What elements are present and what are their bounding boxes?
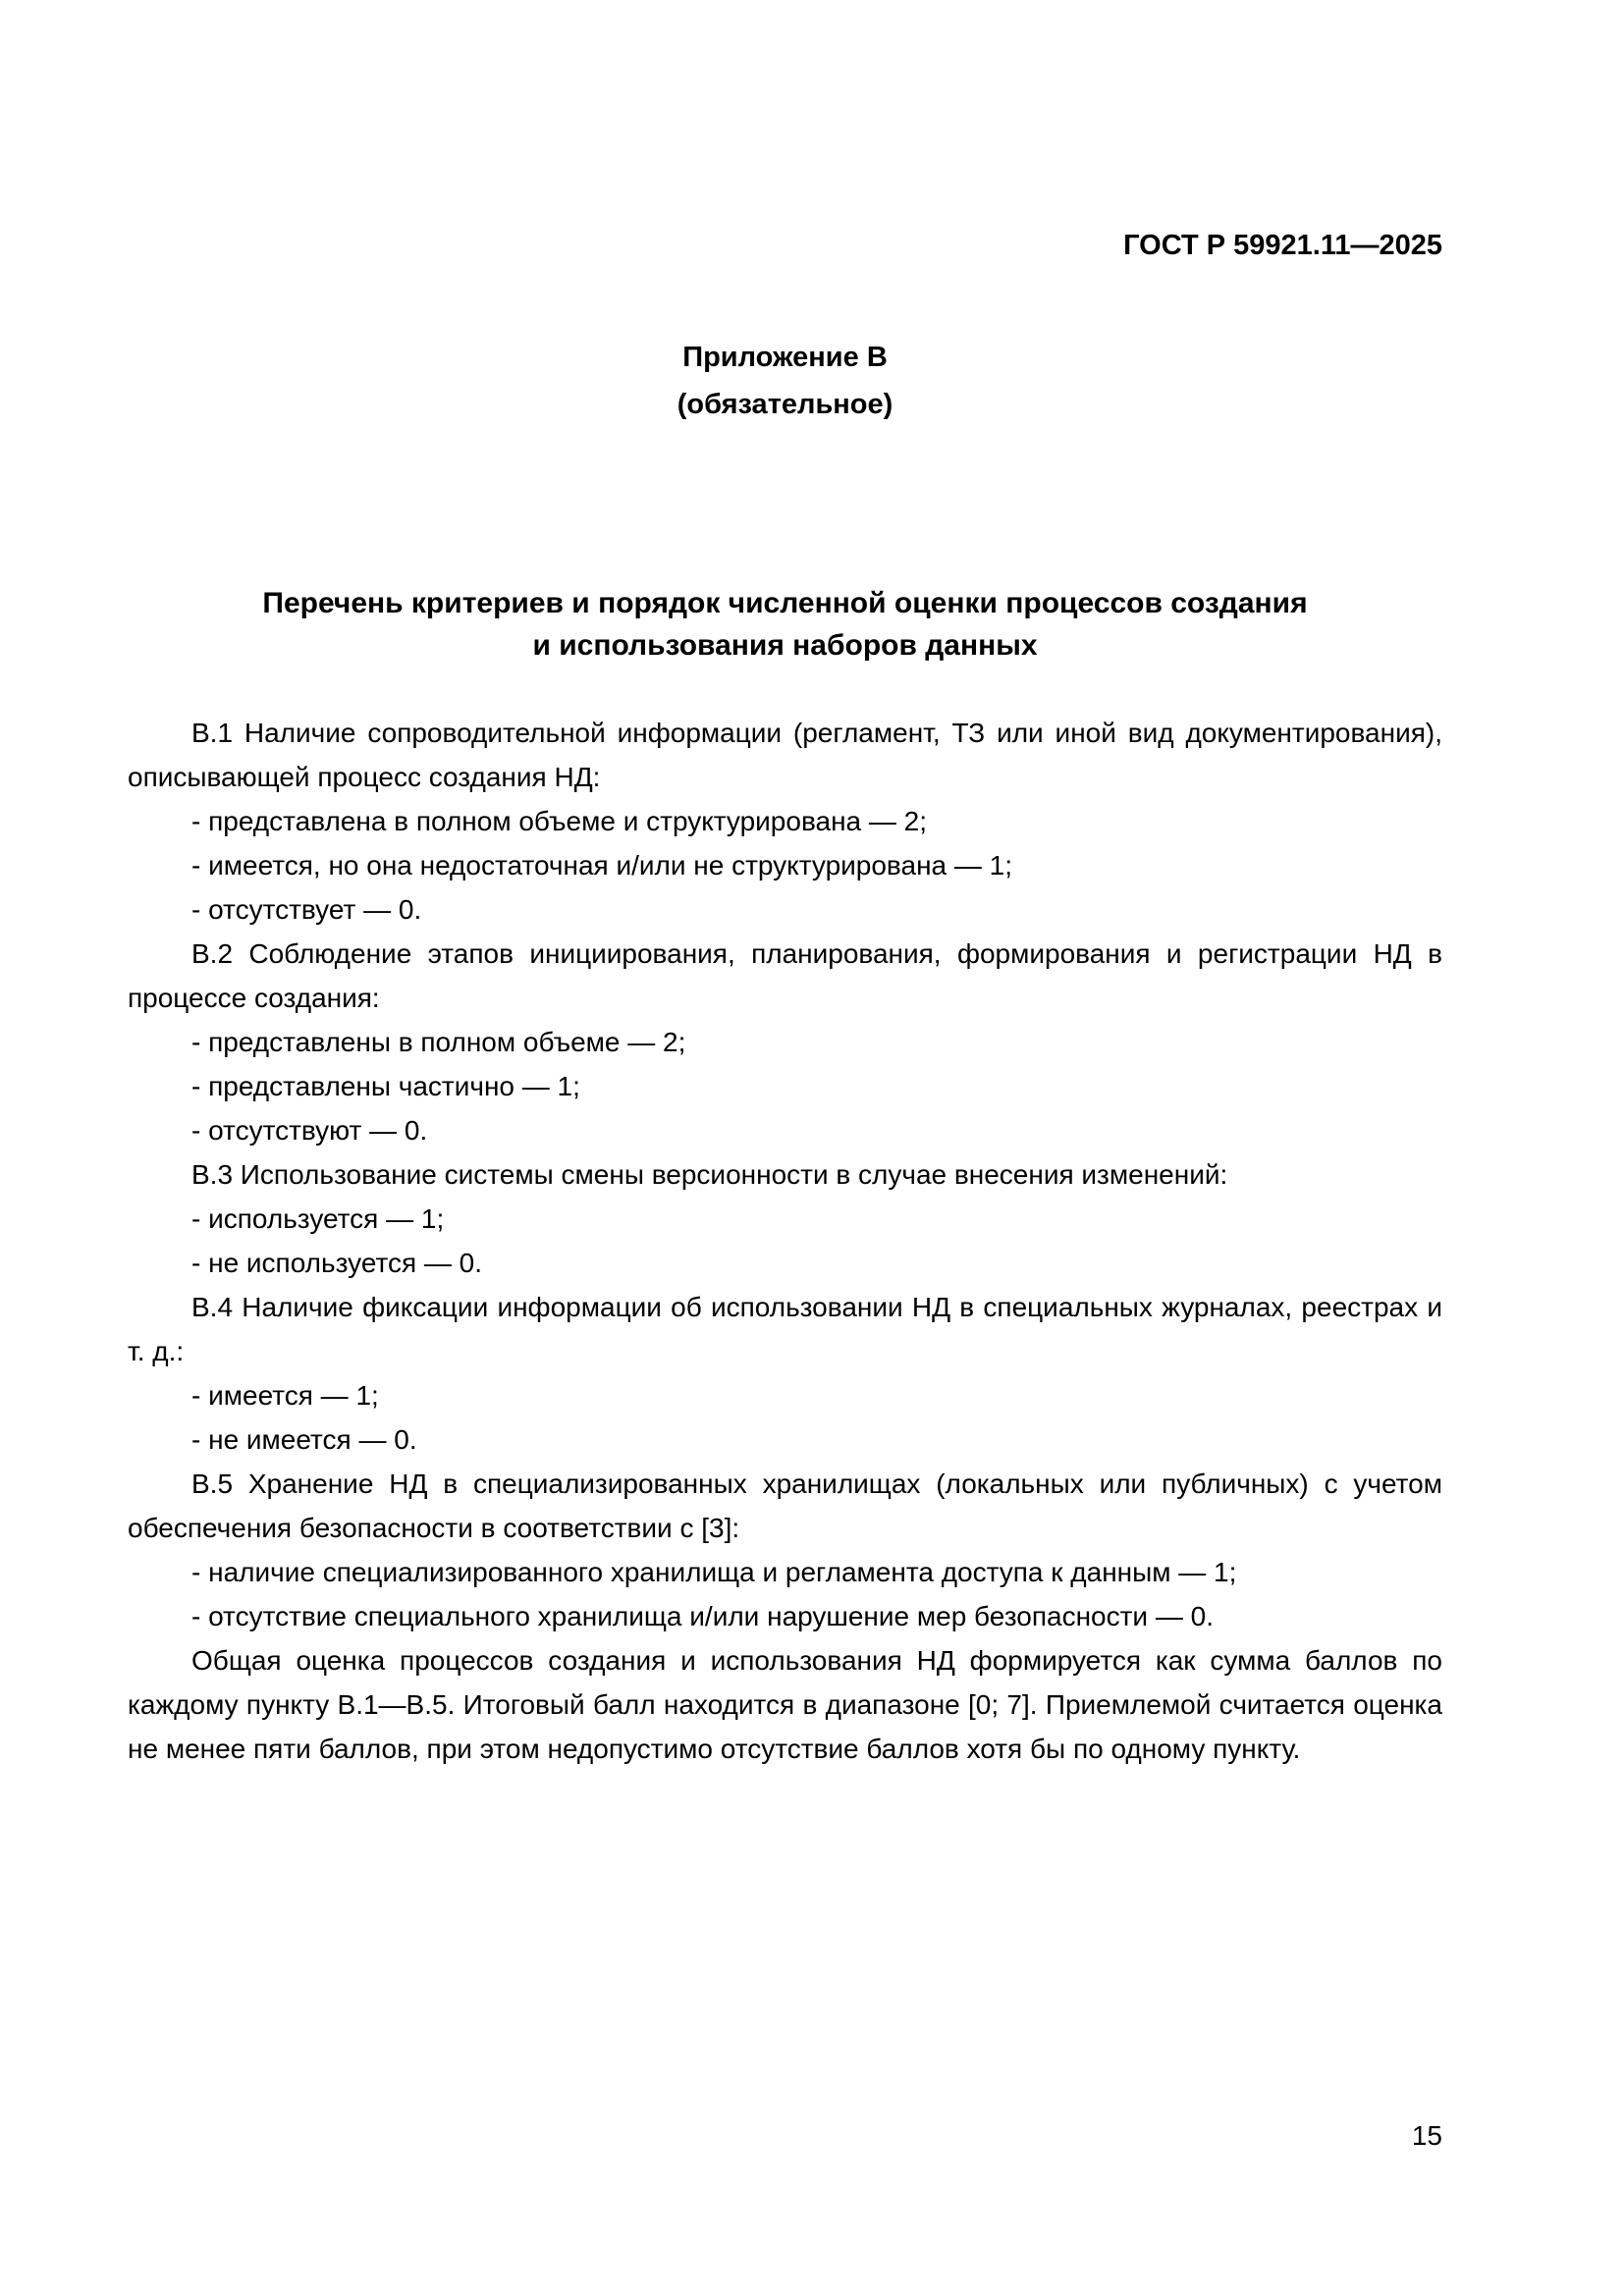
clause: В.4 Наличие фиксации информации об использовании НД в специальных журналах, реестрах и т. д.:: [128, 1292, 1442, 1366]
list-item: - имеется — 1;: [191, 1380, 379, 1411]
clause: В.3 Использование системы смены версионности в случае внесения изменений:: [191, 1159, 1228, 1190]
list-item: - отсутствует — 0.: [191, 894, 422, 925]
list-item: - отсутствуют — 0.: [191, 1115, 428, 1146]
list-item: - не используется — 0.: [191, 1248, 483, 1278]
page-number: 15: [1411, 2120, 1442, 2151]
paragraph: Общая оценка процессов создания и использования НД формируется как сумма баллов по каждому пункту В.1—В.5. Итоговый балл находится в диапазоне [0; 7]. Приемлемой считается оценка не менее пяти баллов, при этом недопустимо отсутствие баллов хотя бы по одному пункту.: [128, 1645, 1442, 1764]
appendix-note: (обязательное): [677, 389, 893, 420]
list-item: - отсутствие специального хранилища и/или нарушение мер безопасности — 0.: [191, 1601, 1214, 1631]
section-title-line: Перечень критериев и порядок численной оценки процессов создания: [262, 587, 1308, 619]
list-item: - представлены в полном объеме — 2;: [191, 1027, 686, 1057]
list-item: - имеется, но она недостаточная и/или не структурирована — 1;: [191, 850, 1013, 881]
section-title: [128, 582, 1442, 667]
list-item: - представлена в полном объеме и структурирована — 2;: [191, 806, 928, 836]
body-text: [128, 711, 1442, 1771]
appendix-label: Приложение В: [682, 342, 888, 373]
list-item: - используется — 1;: [191, 1203, 445, 1234]
clause: В.2 Соблюдение этапов инициирования, планирования, формирования и регистрации НД в процессе создания:: [128, 938, 1442, 1013]
list-item: - не имеется — 0.: [191, 1424, 417, 1455]
page-content: [128, 0, 1442, 2296]
appendix-heading: [128, 334, 1442, 428]
list-item: - наличие специализированного хранилища и регламента доступа к данным — 1;: [191, 1557, 1237, 1587]
clause: В.5 Хранение НД в специализированных хранилищах (локальных или публичных) с учетом обеспечения безопасности в соответствии с [3]:: [128, 1468, 1442, 1543]
clause: В.1 Наличие сопроводительной информации (регламент, ТЗ или иной вид документирования), описывающей процесс создания НД:: [128, 718, 1442, 792]
section-title-line: и использования наборов данных: [532, 629, 1038, 662]
document-number: ГОСТ Р 59921.11—2025: [1123, 230, 1442, 261]
list-item: - представлены частично — 1;: [191, 1071, 580, 1101]
